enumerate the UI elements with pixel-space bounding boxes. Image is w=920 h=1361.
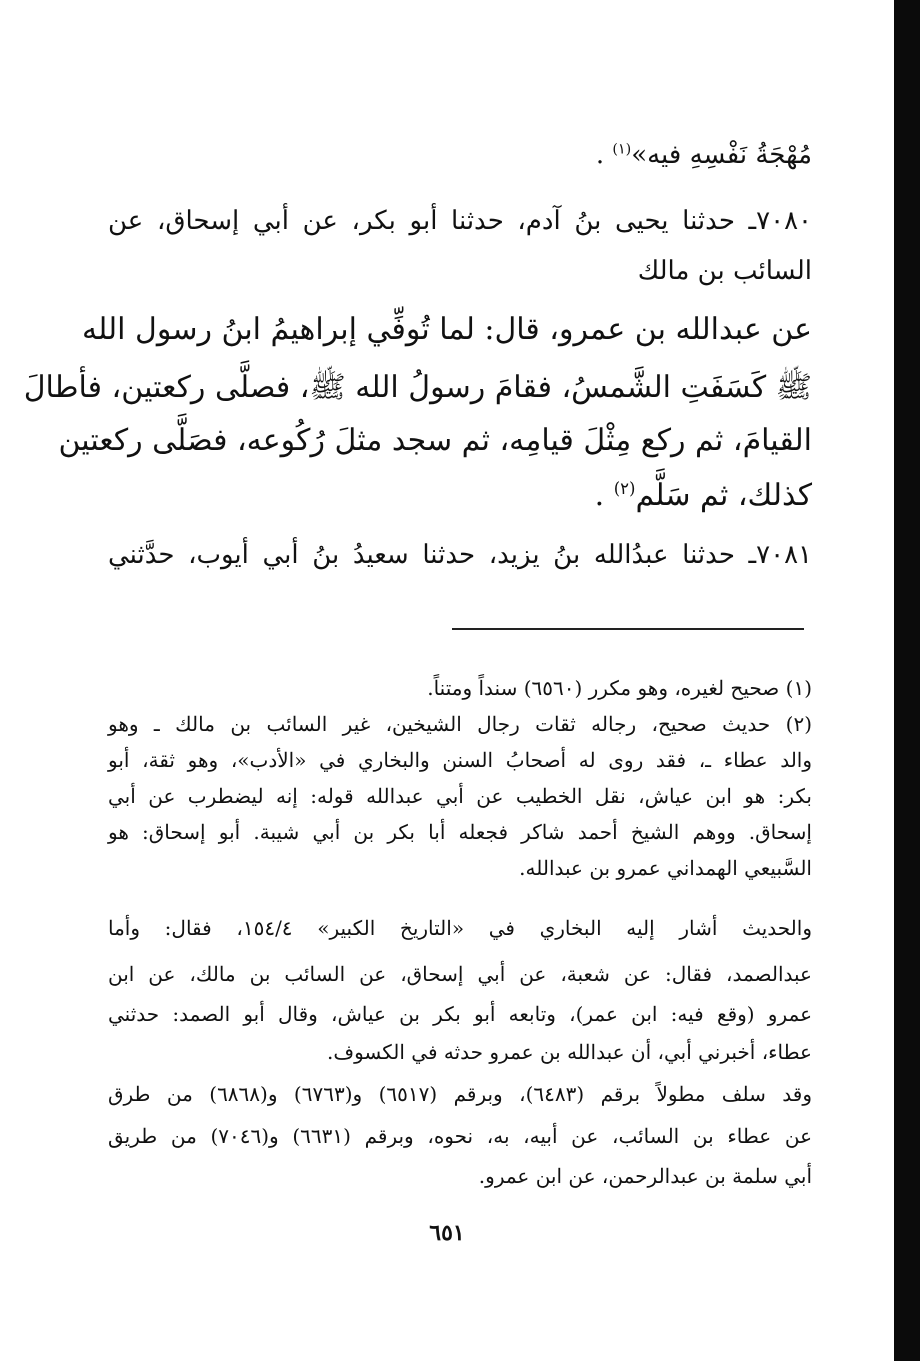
footnote-2-line-6: والحديث أشار إليه البخاري في «التاريخ الكبير» ١٥٤/٤، فقال: وأما	[108, 916, 812, 940]
hadith-7081-line-1: ٧٠٨١ـ حدثنا عبدُالله بنُ يزيد، حدثنا سعيدُ بنُ أبي أيوب، حدَّثني	[108, 540, 812, 570]
footnote-2-line-7: عبدالصمد، فقال: عن شعبة، عن أبي إسحاق، عن السائب بن مالك، عن ابن	[108, 962, 812, 986]
footnote-ref-1: (١)	[612, 141, 632, 158]
text-line-1: مُهْجَةُ نَفْسِهِ فيه»$^{(١)}$ .	[595, 140, 812, 170]
matn-line-3: القيامَ، ثم ركع مِثْلَ قيامِه، ثم سجد مثلَ رُكُوعه، فصَلَّى ركعتين	[58, 423, 812, 458]
footnote-2-line-8: عمرو (وقع فيه: ابن عمر)، وتابعه أبو بكر بن عياش، وقال أبو الصمد: حدثني	[108, 1002, 812, 1026]
footnote-ref-2: (٢)	[613, 479, 636, 498]
matn-line-1: عن عبدالله بن عمرو، قال: لما تُوفِّي إبراهيمُ ابنُ رسول الله	[82, 312, 812, 347]
scan-dark-edge	[894, 0, 920, 1361]
footnote-2-line-11: عن عطاء بن السائب، عن أبيه، به، نحوه، وبرقم (٦٦٣١) و(٧٠٤٦) من طريق	[108, 1124, 812, 1148]
footnote-2-line-2: والد عطاء ـ، فقد روى له أصحابُ السنن والبخاري في «الأدب»، وهو ثقة، أبو	[108, 748, 812, 772]
footnote-2-line-12: أبي سلمة بن عبدالرحمن، عن ابن عمرو.	[478, 1164, 812, 1188]
page-number: ٦٥١	[429, 1220, 465, 1246]
footnote-1: (١) صحيح لغيره، وهو مكرر (٦٥٦٠) سنداً ومتناً.	[427, 676, 812, 700]
matn-line-2: ﷺ كَسَفَتِ الشَّمسُ، فقامَ رسولُ الله ﷺ، فصلَّى ركعتين، فأطالَ	[23, 370, 812, 405]
footnote-2-line-1: (٢) حديث صحيح، رجاله ثقات رجال الشيخين، غير السائب بن مالك ـ وهو	[108, 712, 812, 736]
hadith-7080-line-1: ٧٠٨٠ـ حدثنا يحيى بنُ آدم، حدثنا أبو بكر، عن أبي إسحاق، عن	[108, 206, 812, 236]
footnote-2-line-4: إسحاق. ووهم الشيخ أحمد شاكر فجعله أبا بكر بن أبي شيبة. أبو إسحاق: هو	[108, 820, 812, 844]
footnote-2-line-5: السَّبيعي الهمداني عمرو بن عبدالله.	[519, 856, 812, 880]
footnote-divider	[452, 628, 804, 630]
footnote-2-line-9: عطاء، أخبرني أبي، أن عبدالله بن عمرو حدثه في الكسوف.	[326, 1040, 812, 1064]
hadith-7080-line-2: السائب بن مالك	[637, 256, 812, 286]
footnote-2-line-10: وقد سلف مطولاً برقم (٦٤٨٣)، وبرقم (٦٥١٧) و(٦٧٦٣) و(٦٨٦٨) من طرق	[108, 1082, 812, 1106]
matn-line-4: كذلك، ثم سَلَّم$^{(٢)}$ .	[594, 478, 812, 513]
footnote-2-line-3: بكر: هو ابن عياش، نقل الخطيب عن أبي عبدالله قوله: إنه ليضطرب عن أبي	[108, 784, 812, 808]
